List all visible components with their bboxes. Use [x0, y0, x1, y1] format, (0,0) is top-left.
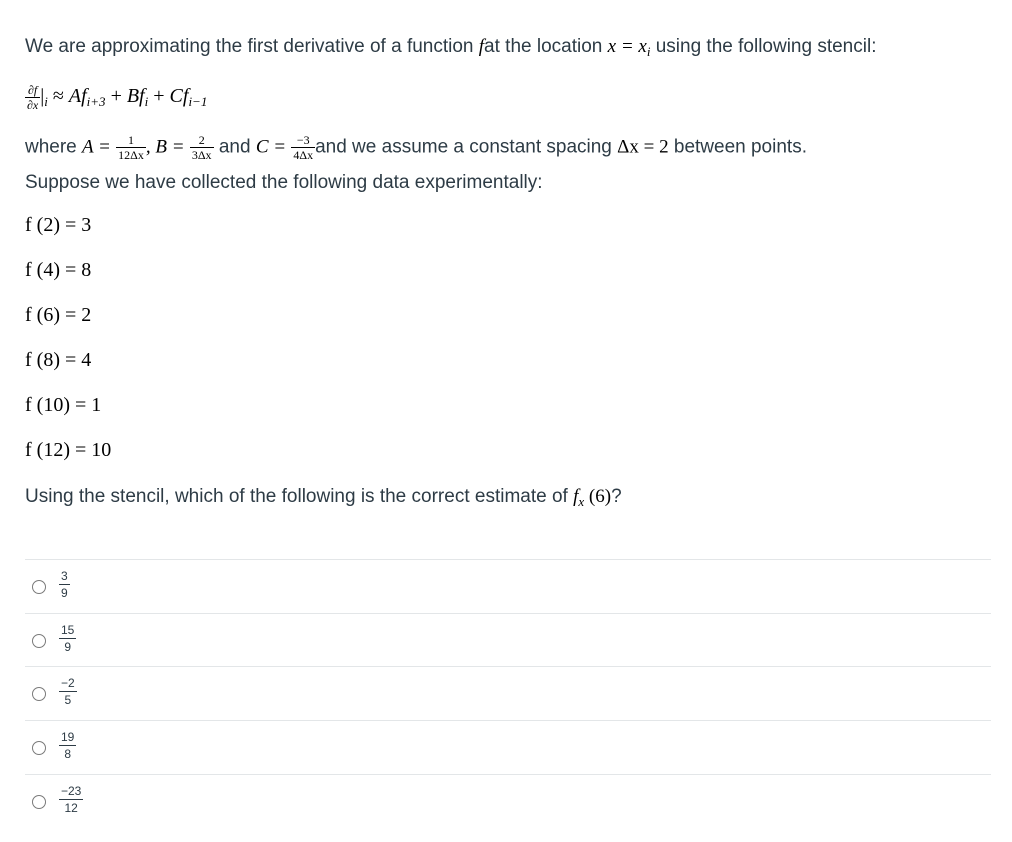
and-text: and — [218, 136, 251, 158]
coef-c-fraction — [291, 134, 315, 161]
radio-button[interactable] — [32, 634, 46, 648]
answer-option-3[interactable] — [25, 667, 991, 720]
prompt-text: Using the stencil, which of the following is the correct estimate of — [25, 486, 574, 507]
data-point: f (6) = 2 — [25, 304, 92, 326]
partial-derivative — [25, 84, 40, 111]
option-fraction — [59, 731, 76, 760]
spacing-text: and we assume a constant spacing — [315, 136, 612, 158]
term-b: Bf — [126, 85, 145, 108]
spacing-end-text: between points. — [673, 136, 807, 158]
coef-c-label: C = — [255, 136, 287, 158]
option-denominator: 12 — [64, 801, 78, 815]
option-numerator: 15 — [61, 623, 75, 637]
data-point: f (8) = 4 — [25, 349, 92, 371]
intro-location-subscript: i — [646, 44, 651, 59]
term-c-subscript: i−1 — [188, 94, 208, 110]
option-numerator: −2 — [61, 676, 75, 690]
answer-option-2[interactable] — [25, 614, 991, 667]
coef-a-denominator: 12Δx — [118, 148, 144, 162]
term-a: Af — [68, 85, 87, 108]
evaluation-subscript: i — [44, 94, 48, 110]
coef-a-numerator: 1 — [116, 134, 146, 148]
suppose-text: Suppose we have collected the following data experimentally: — [25, 172, 543, 193]
intro-end-text: using the following stencil: — [655, 36, 877, 57]
stencil-formula — [25, 84, 207, 111]
approx-symbol: ≈ — [52, 85, 64, 108]
prompt-function-symbol: f — [573, 486, 579, 507]
option-fraction — [59, 624, 76, 653]
coef-a-fraction — [116, 134, 146, 161]
coef-b-fraction — [190, 134, 214, 161]
coefficients-line — [25, 134, 807, 161]
data-point: f (4) = 8 — [25, 259, 92, 281]
plus-sign: + — [110, 85, 122, 108]
option-fraction — [59, 570, 70, 599]
term-a-subscript: i+3 — [86, 94, 106, 110]
answer-option-1[interactable] — [25, 560, 991, 613]
term-c: Cf — [169, 85, 189, 108]
data-point: f (10) = 1 — [25, 394, 102, 416]
option-numerator: 19 — [61, 730, 75, 744]
answer-option-5[interactable] — [25, 775, 991, 828]
coef-b-label: , B = — [145, 136, 185, 158]
data-point: f (12) = 10 — [25, 439, 112, 461]
radio-button[interactable] — [32, 795, 46, 809]
option-denominator: 5 — [64, 693, 72, 707]
option-denominator: 9 — [64, 640, 72, 654]
partial-numerator: ∂f — [25, 84, 40, 98]
data-point: f (2) = 3 — [25, 214, 92, 236]
radio-button[interactable] — [32, 687, 46, 701]
prompt-argument: (6) — [584, 486, 612, 507]
coef-b-denominator: 3Δx — [191, 148, 212, 162]
option-fraction — [59, 785, 83, 814]
partial-denominator: ∂x — [27, 98, 39, 112]
question-prompt — [25, 486, 622, 510]
plus-sign: + — [153, 85, 165, 108]
coef-c-numerator: −3 — [291, 134, 315, 148]
answer-option-4[interactable] — [25, 721, 991, 774]
coef-c-denominator: 4Δx — [293, 148, 314, 162]
where-text: where — [25, 136, 77, 158]
question-intro — [25, 36, 876, 60]
spacing-value: Δx = 2 — [617, 136, 669, 158]
option-denominator: 8 — [64, 747, 72, 761]
prompt-end: ? — [611, 486, 622, 507]
coef-a-label: A = — [82, 136, 111, 158]
coef-b-numerator: 2 — [190, 134, 214, 148]
radio-button[interactable] — [32, 741, 46, 755]
option-denominator: 9 — [61, 586, 68, 600]
intro-location-math: x = x — [607, 36, 647, 57]
option-numerator: 3 — [61, 569, 68, 583]
evaluation-bar: | — [40, 85, 45, 108]
intro-function-symbol: f — [478, 36, 485, 57]
option-fraction — [59, 677, 77, 706]
term-b-subscript: i — [144, 94, 149, 110]
intro-text: We are approximating the first derivative of a function — [25, 36, 479, 57]
option-numerator: −23 — [61, 784, 82, 798]
radio-button[interactable] — [32, 580, 46, 594]
prompt-subscript: x — [578, 494, 585, 509]
intro-location-text: at the location — [484, 36, 608, 57]
